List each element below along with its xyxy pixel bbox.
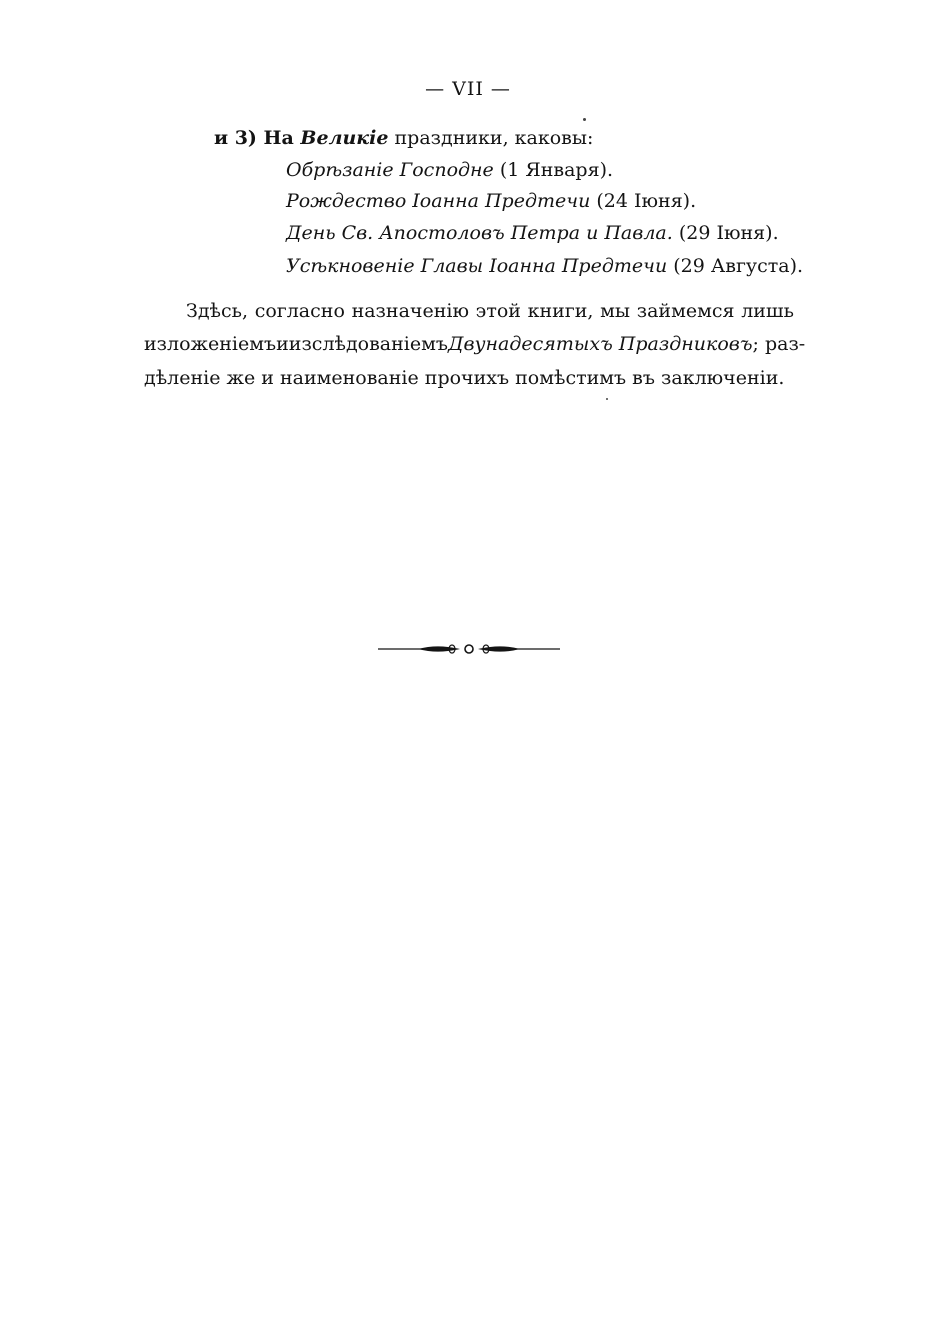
print-speck	[606, 398, 608, 400]
paragraph-line-2	[144, 332, 806, 356]
list-item	[286, 254, 803, 278]
list-item	[286, 158, 613, 182]
feast-name: Усѣкновенie Главы Iоанна Предтечи	[286, 255, 668, 277]
feast-date: (29 Iюня).	[672, 222, 779, 244]
word: Здѣсь,	[186, 300, 249, 322]
emphasis-group	[448, 332, 805, 356]
word: мы	[600, 300, 631, 322]
feast-date: (1 Января).	[493, 159, 614, 181]
word: ; раз-	[752, 333, 806, 355]
list-intro-suffix: праздники, каковы:	[388, 127, 594, 149]
list-intro-prefix: и 3) На	[214, 127, 301, 149]
list-intro-italic: Великie	[300, 127, 389, 149]
list-item	[286, 189, 696, 213]
page-number: — VII —	[425, 78, 511, 100]
feast-date: (29 Августа).	[667, 255, 804, 277]
feast-name: Обрѣзанie Господне	[286, 159, 494, 181]
ornament-swell-left	[418, 646, 460, 651]
feast-name: Рождество Iоанна Предтечи	[286, 190, 591, 212]
word: лишь	[741, 300, 794, 322]
word: этой	[475, 300, 521, 322]
emphasis-text: Двунадесятыхъ Праздниковъ	[448, 333, 753, 355]
word: согласно	[254, 300, 345, 322]
word: изложенiемъ	[144, 333, 277, 355]
feast-date: (24 Iюня).	[590, 190, 697, 212]
paragraph-line-1	[186, 299, 794, 323]
word: займемся	[636, 300, 735, 322]
ornament-divider	[378, 641, 560, 657]
word: и	[276, 333, 289, 355]
paragraph-line-3: дѣленie же и наименованie прочихъ помѣстимъ въ заключенiи.	[144, 367, 785, 389]
word: книги,	[527, 300, 594, 322]
list-intro	[214, 126, 593, 150]
list-item	[286, 221, 779, 245]
ornament-center	[465, 645, 473, 653]
print-speck	[583, 118, 586, 121]
word: изслѣдованiемъ	[288, 333, 448, 355]
feast-name: День Св. Апостоловъ Петра и Павла.	[286, 222, 673, 244]
word: назначенiю	[351, 300, 469, 322]
